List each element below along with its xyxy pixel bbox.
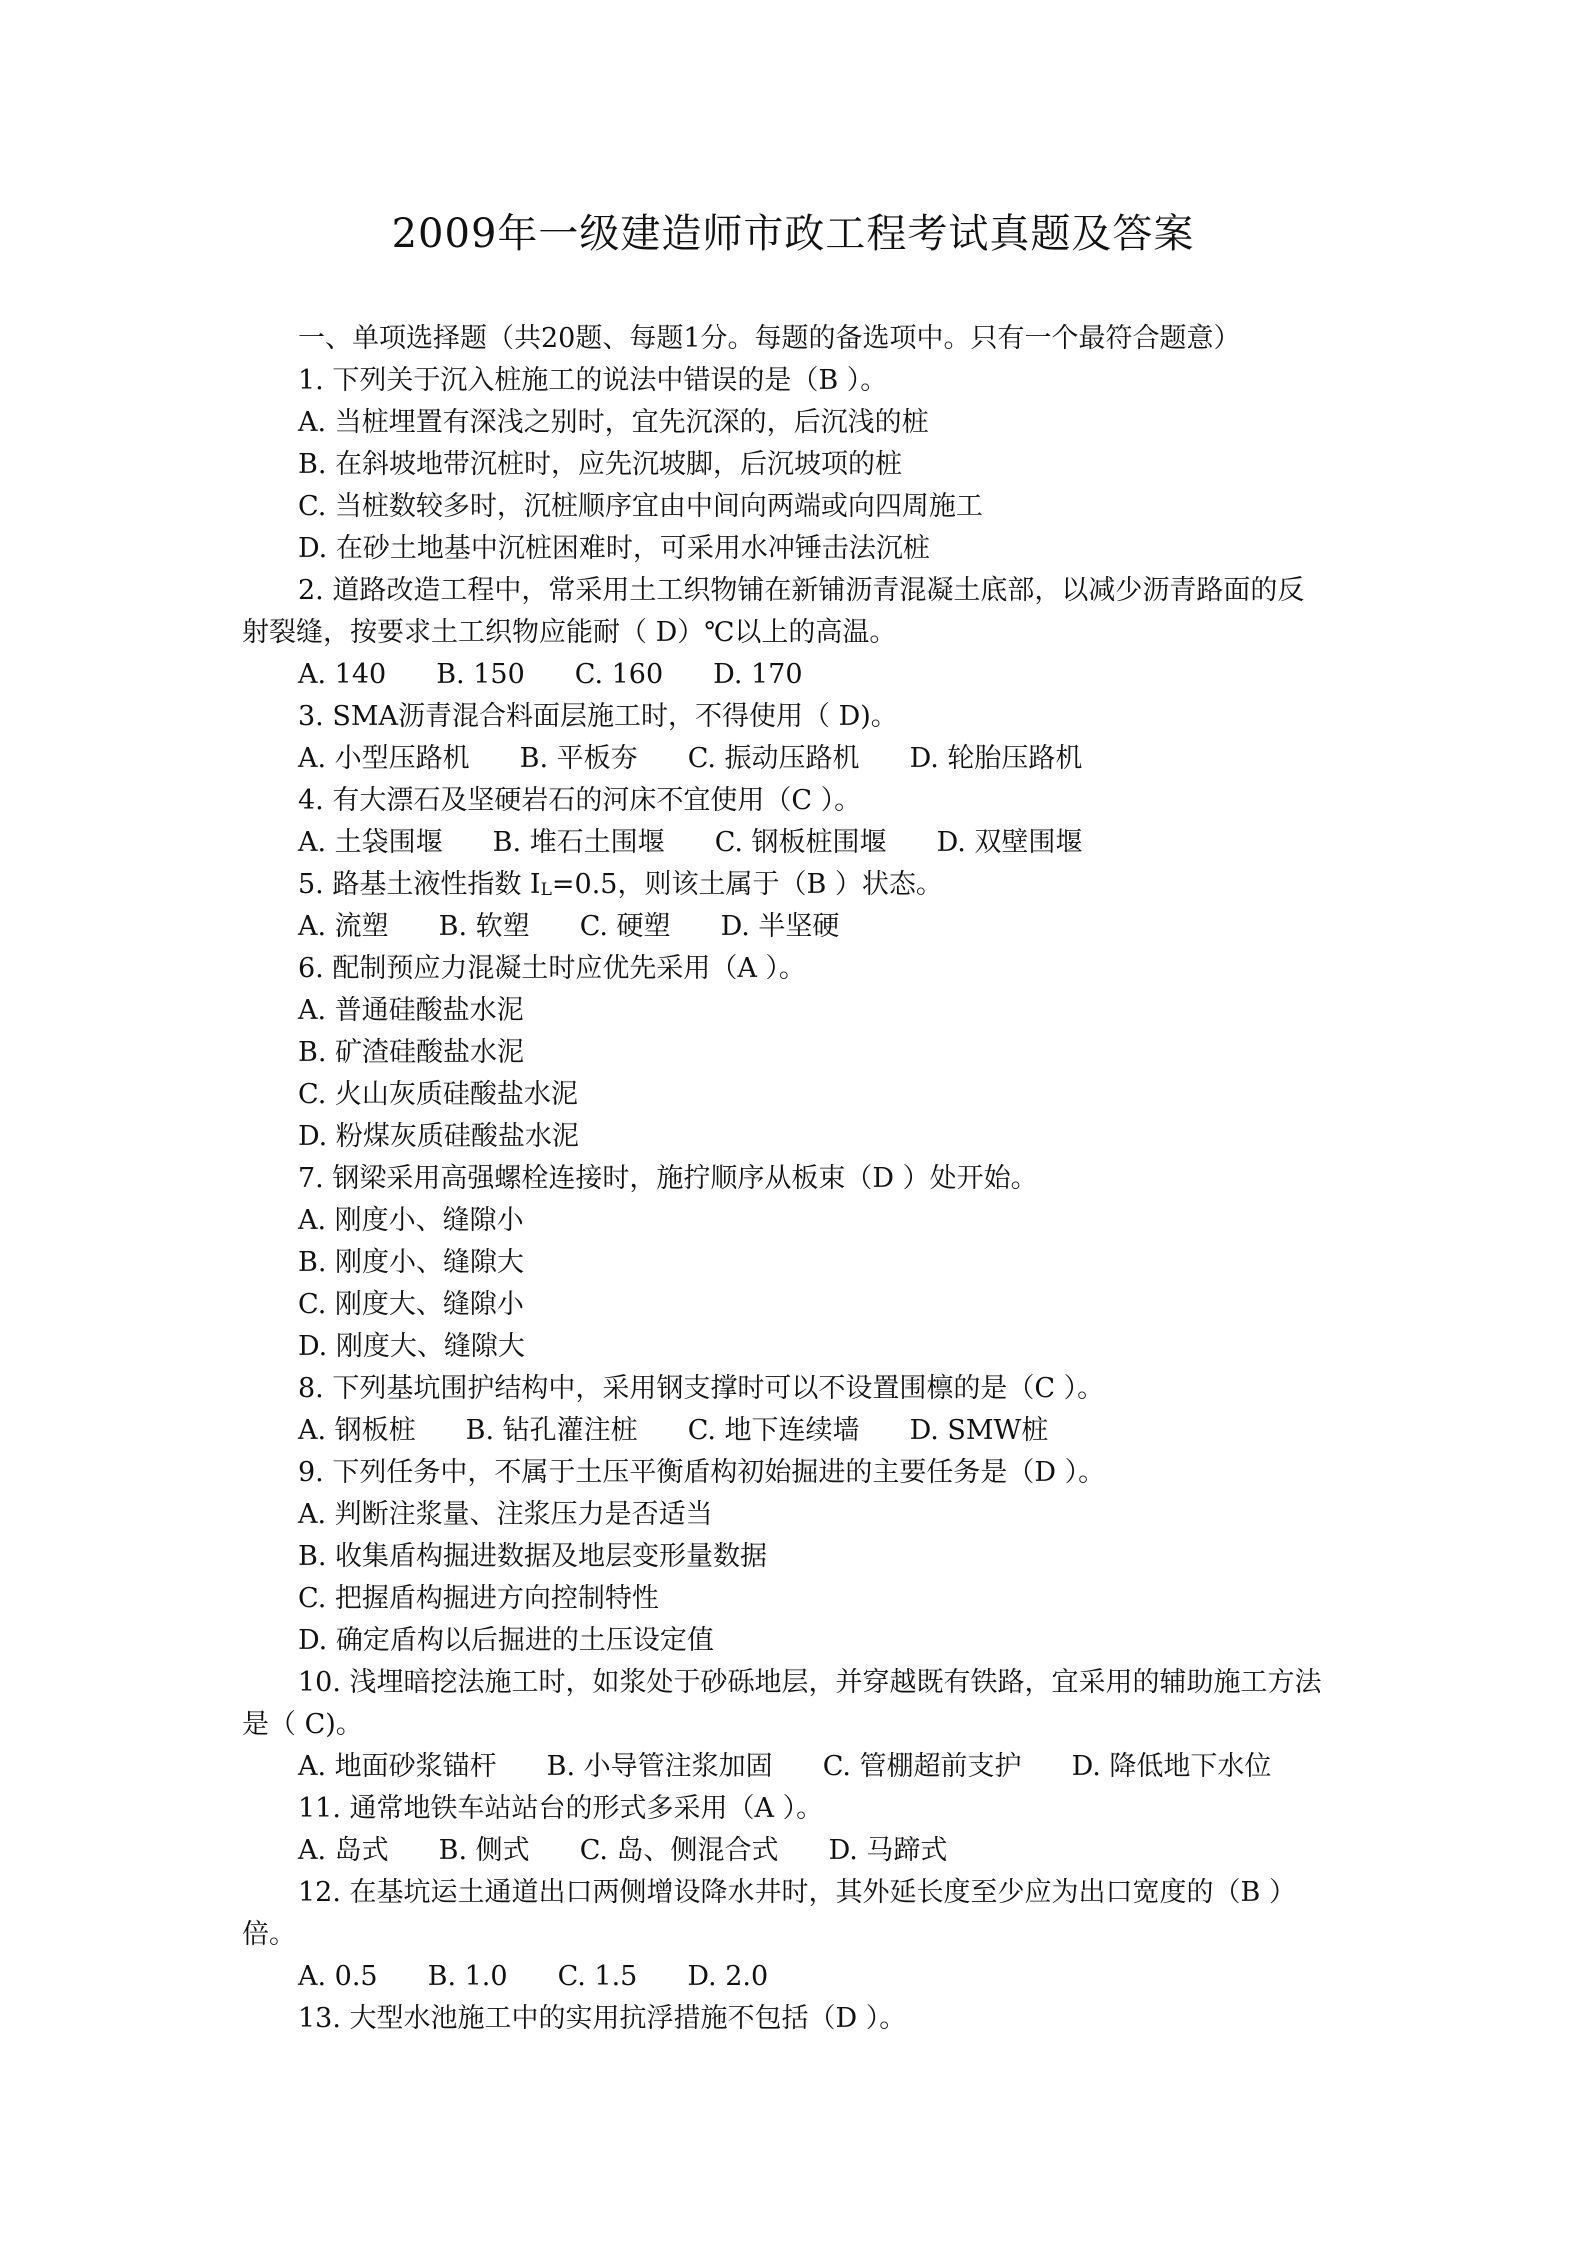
question-5-options: [242, 906, 1352, 948]
question-2-options: [242, 654, 1352, 696]
question-8-option-d: D. SMW桩: [909, 1415, 1049, 1446]
question-6-option-b: B. 矿渣硅酸盐水泥: [298, 1037, 525, 1068]
question-1-option-d: D. 在砂土地基中沉桩困难时，可采用水冲锤击法沉桩: [298, 533, 930, 564]
question-5-option-b: B. 软塑: [438, 911, 530, 942]
section-heading: 一、单项选择题（共20题、每题1分。每题的备选项中。只有一个最符合题意）: [298, 323, 1241, 354]
document-title: 2009年一级建造师市政工程考试真题及答案: [391, 211, 1195, 257]
question-1-stem: 1. 下列关于沉入桩施工的说法中错误的是（B ）。: [298, 365, 888, 396]
question-4-option-c: C. 钢板桩围堰: [714, 827, 887, 858]
question-5-subscript: L: [540, 880, 552, 900]
question-3-option-a: A. 小型压路机: [298, 743, 470, 774]
question-6-option-c: C. 火山灰质硅酸盐水泥: [298, 1079, 578, 1110]
question-11-option-a: A. 岛式: [298, 1835, 389, 1866]
question-1-option-c: C. 当桩数较多时，沉桩顺序宜由中间向两端或向四周施工: [298, 491, 983, 522]
question-9-option-d: D. 确定盾构以后掘进的土压设定值: [298, 1625, 714, 1656]
question-12-option-d: D. 2.0: [687, 1961, 769, 1992]
question-12-option-b: B. 1.0: [427, 1961, 508, 1992]
question-13-stem: 13. 大型水池施工中的实用抗浮措施不包括（D ）。: [298, 2003, 907, 2034]
question-9-option-b: B. 收集盾构掘进数据及地层变形量数据: [298, 1541, 768, 1572]
question-7-option-a: A. 刚度小、缝隙小: [298, 1205, 524, 1236]
question-12-stem-line2: 倍。: [242, 1919, 296, 1950]
question-10-option-a: A. 地面砂浆锚杆: [298, 1751, 497, 1782]
question-8-stem: 8. 下列基坑围护结构中，采用钢支撑时可以不设置围檩的是（C ）。: [298, 1373, 1105, 1404]
question-7-stem: 7. 钢梁采用高强螺栓连接时，施拧顺序从板束（D ）处开始。: [298, 1163, 1038, 1194]
question-11-options: [242, 1830, 1352, 1872]
question-5-stem-start: 5. 路基土液性指数 I: [298, 869, 541, 900]
question-11-option-c: C. 岛、侧混合式: [579, 1835, 779, 1866]
question-2-option-a: A. 140: [298, 659, 387, 690]
question-12-options: [242, 1956, 1352, 1998]
question-9-option-c: C. 把握盾构掘进方向控制特性: [298, 1583, 659, 1614]
question-12-option-c: C. 1.5: [557, 1961, 638, 1992]
question-3-option-b: B. 平板夯: [519, 743, 638, 774]
question-10-option-c: C. 管棚超前支护: [822, 1751, 1022, 1782]
question-3-stem: 3. SMA沥青混合料面层施工时，不得使用（ D)。: [298, 701, 898, 732]
question-10-stem-line1: 10. 浅埋暗挖法施工时，如浆处于砂砾地层，并穿越既有铁路，宜采用的辅助施工方法: [298, 1667, 1322, 1698]
question-2-stem-line2: 射裂缝，按要求土工织物应能耐（ D）℃以上的高温。: [242, 617, 897, 648]
document-body: [242, 318, 1352, 2040]
question-8-option-c: C. 地下连续墙: [687, 1415, 860, 1446]
question-4-option-b: B. 堆石土围堰: [492, 827, 665, 858]
question-4-options: [242, 822, 1352, 864]
question-4-option-a: A. 土袋围堰: [298, 827, 443, 858]
question-3-option-c: C. 振动压路机: [687, 743, 860, 774]
question-2-option-c: C. 160: [574, 659, 664, 690]
question-6-stem: 6. 配制预应力混凝土时应优先采用（A ）。: [298, 953, 806, 984]
question-12-stem-line1: 12. 在基坑运土通道出口两侧增设降水井时，其外延长度至少应为出口宽度的（B ）: [298, 1877, 1296, 1908]
question-5-stem: [242, 864, 1352, 906]
question-12-option-a: A. 0.5: [298, 1961, 378, 1992]
question-10-stem-line2: 是（ C)。: [242, 1709, 363, 1740]
question-3-option-d: D. 轮胎压路机: [909, 743, 1083, 774]
question-8-options: [242, 1410, 1352, 1452]
question-11-stem: 11. 通常地铁车站站台的形式多采用（A ）。: [298, 1793, 824, 1824]
question-3-options: [242, 738, 1352, 780]
question-4-stem: 4. 有大漂石及坚硬岩石的河床不宜使用（C ）。: [298, 785, 862, 816]
question-7-option-d: D. 刚度大、缝隙大: [298, 1331, 525, 1362]
question-5-option-a: A. 流塑: [298, 911, 389, 942]
question-7-option-b: B. 刚度小、缝隙大: [298, 1247, 525, 1278]
question-8-option-b: B. 钻孔灌注桩: [465, 1415, 638, 1446]
question-6-option-d: D. 粉煤灰质硅酸盐水泥: [298, 1121, 579, 1152]
question-2-option-b: B. 150: [436, 659, 525, 690]
question-10-option-b: B. 小导管注浆加固: [546, 1751, 773, 1782]
question-6-option-a: A. 普通硅酸盐水泥: [298, 995, 524, 1026]
question-1-option-a: A. 当桩埋置有深浅之别时，宜先沉深的，后沉浅的桩: [298, 407, 929, 438]
question-1-option-b: B. 在斜坡地带沉桩时，应先沉坡脚，后沉坡项的桩: [298, 449, 903, 480]
question-2-option-d: D. 170: [713, 659, 803, 690]
question-7-option-c: C. 刚度大、缝隙小: [298, 1289, 524, 1320]
question-5-stem-end: =0.5，则该土属于（B ）状态。: [551, 869, 943, 900]
question-9-stem: 9. 下列任务中，不属于土压平衡盾构初始掘进的主要任务是（D ）。: [298, 1457, 1106, 1488]
question-5-option-d: D. 半坚硬: [720, 911, 840, 942]
question-11-option-b: B. 侧式: [438, 1835, 530, 1866]
question-10-option-d: D. 降低地下水位: [1071, 1751, 1272, 1782]
question-5-option-c: C. 硬塑: [579, 911, 671, 942]
question-2-stem-line1: 2. 道路改造工程中，常采用土工织物铺在新铺沥青混凝土底部，以减少沥青路面的反: [298, 575, 1305, 606]
question-8-option-a: A. 钢板桩: [298, 1415, 416, 1446]
question-9-option-a: A. 判断注浆量、注浆压力是否适当: [298, 1499, 713, 1530]
question-11-option-d: D. 马蹄式: [828, 1835, 948, 1866]
question-10-options: [242, 1746, 1352, 1788]
question-4-option-d: D. 双壁围堰: [936, 827, 1083, 858]
